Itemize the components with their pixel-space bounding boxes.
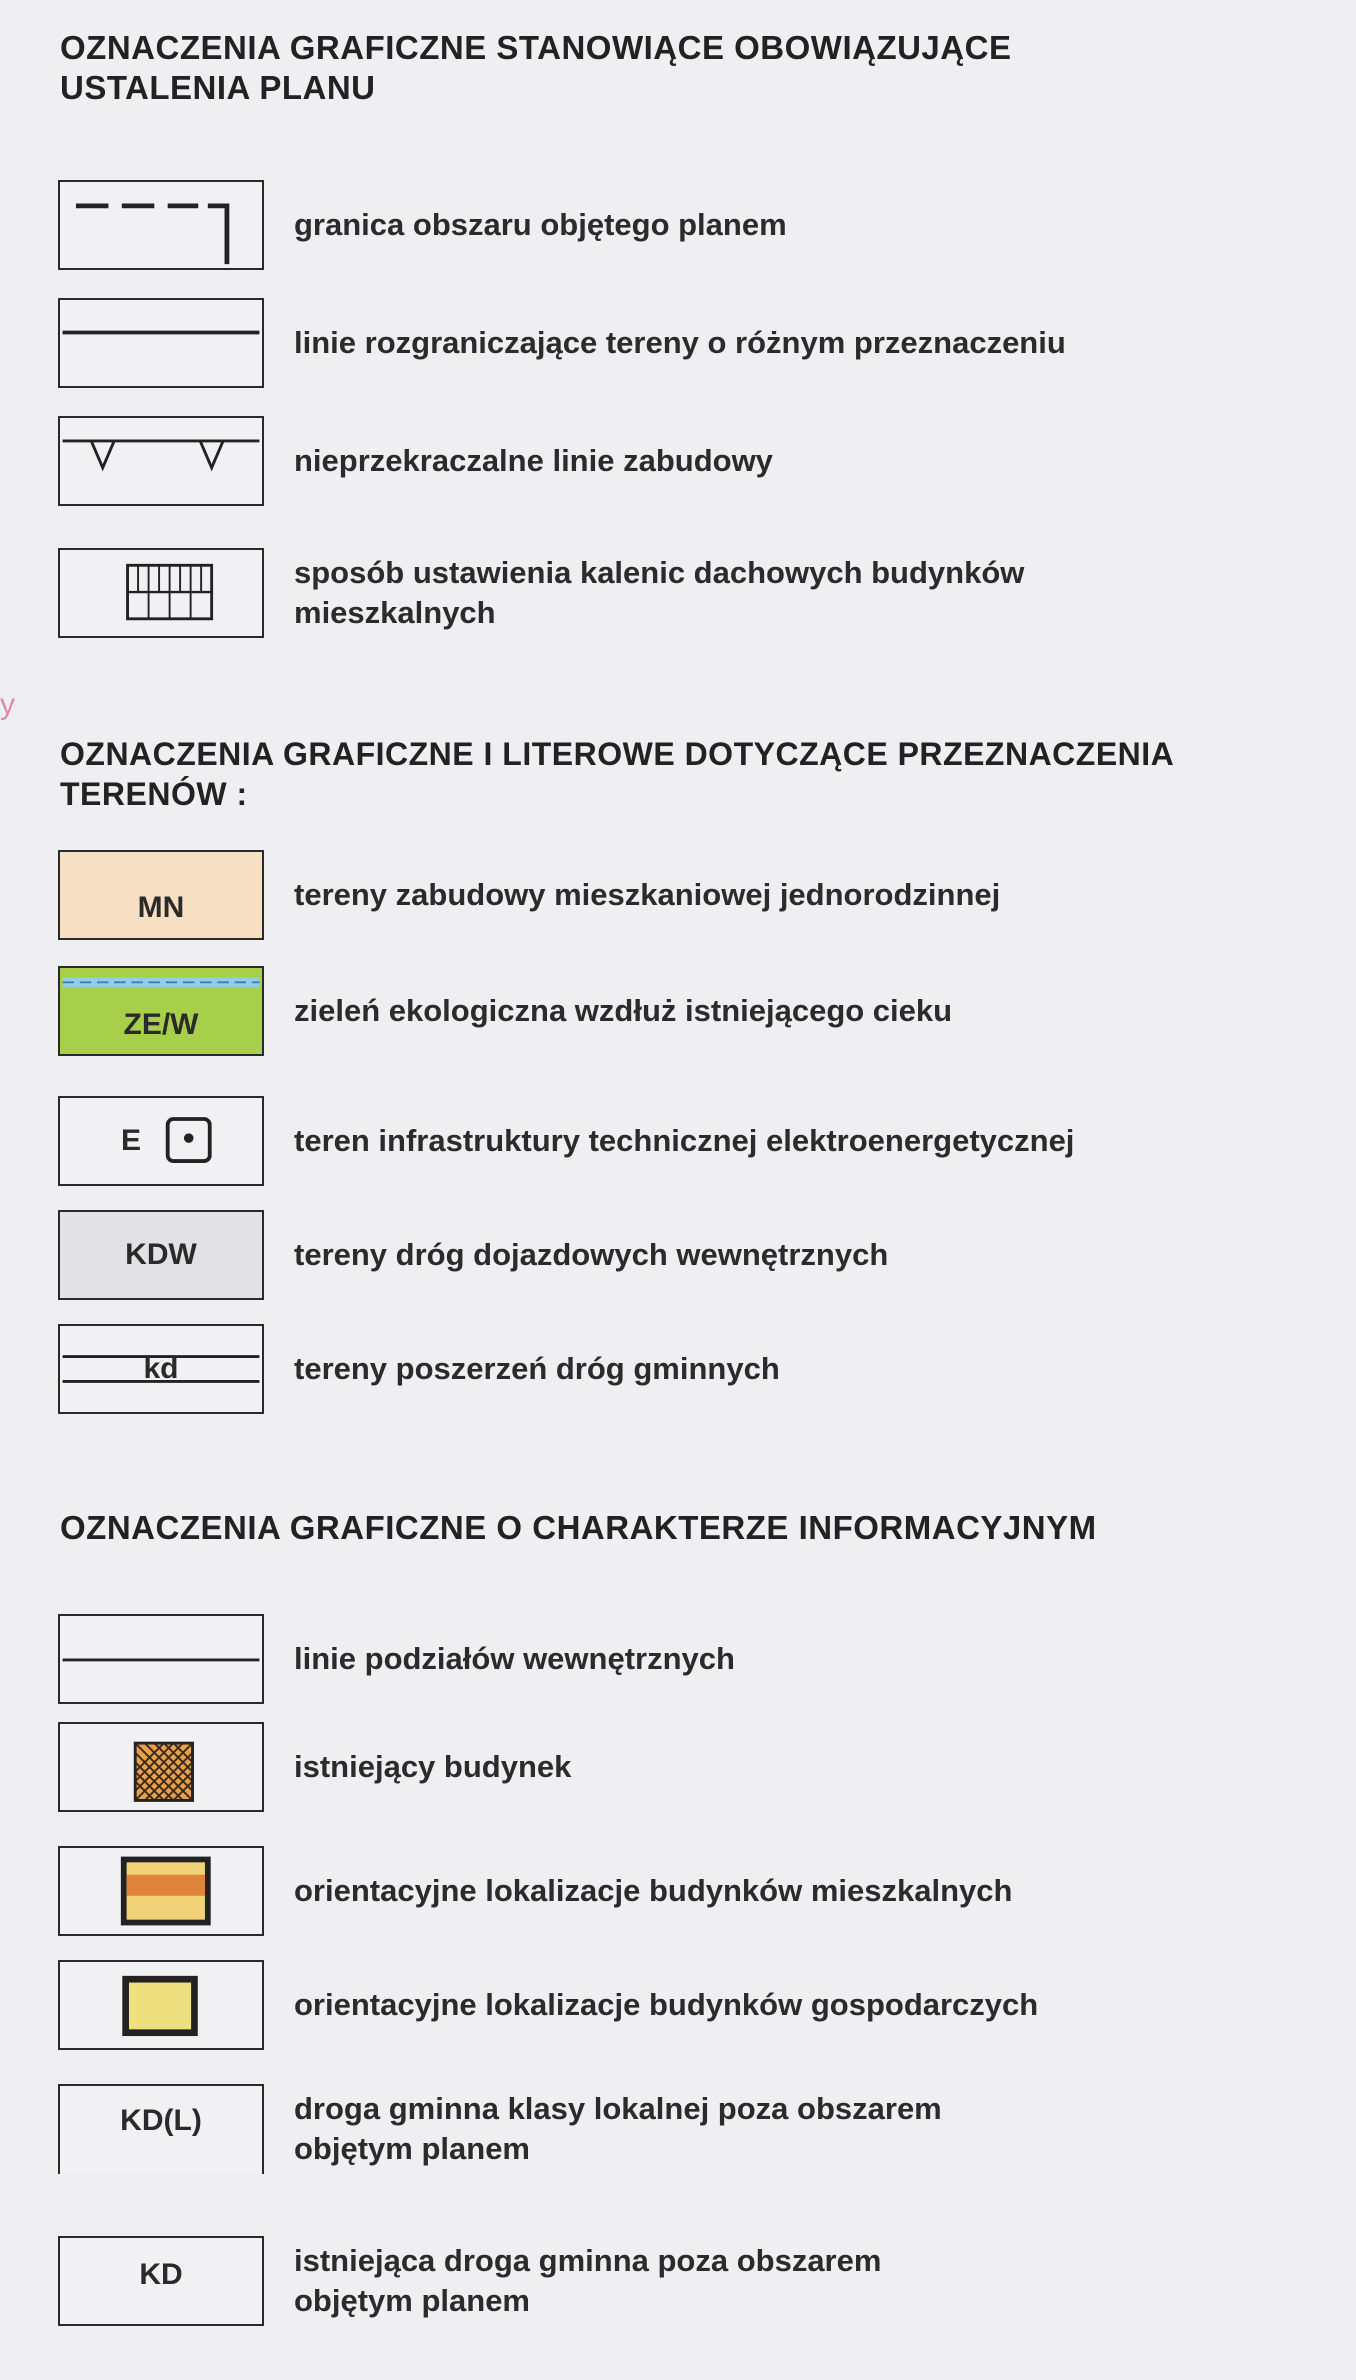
legend-label: orientacyjne lokalizacje budynków gospodarczych (294, 1987, 1039, 2022)
solid-line-icon (60, 300, 262, 386)
legend-label-line: droga gminna klasy lokalnej poza obszarem (294, 2091, 942, 2126)
road-code: KD (139, 2258, 183, 2291)
hatched-building-icon (60, 1724, 262, 1810)
section-heading-line: OZNACZENIA GRAFICZNE I LITEROWE DOTYCZĄCE PRZEZNACZENIA (60, 736, 1175, 772)
legend-item-kdw (58, 1210, 1258, 1306)
legend-label-line: sposób ustawienia kalenic dachowych budynków (294, 555, 1025, 590)
legend-item-roof-ridge (58, 548, 1258, 644)
legend-label: orientacyjne lokalizacje budynków mieszkalnych (294, 1873, 1013, 1908)
legend-item-kd-existing (58, 2236, 1258, 2332)
legend-item-kd-widening (58, 1324, 1258, 1420)
plan-boundary-line-icon (60, 182, 262, 268)
building-line-symbol (58, 416, 264, 506)
road-code: KD(L) (120, 2104, 202, 2137)
existing-building-symbol (58, 1722, 264, 1812)
section-heading-line: OZNACZENIA GRAFICZNE O CHARAKTERZE INFORMACYJNYM (60, 1509, 1097, 1546)
legend-item-existing-building (58, 1722, 1258, 1818)
e-zone-symbol (58, 1096, 264, 1186)
stray-pen-mark: y (0, 688, 15, 721)
zone-code: E (120, 1124, 141, 1157)
legend-item-e (58, 1096, 1258, 1192)
kd-widening-symbol (58, 1324, 264, 1414)
roof-ridge-grid-icon (60, 550, 262, 636)
legend-label-line: objętym planem (294, 2131, 530, 2166)
zew-zone-swatch (58, 966, 264, 1056)
legend-item-plan-boundary (58, 180, 1258, 276)
legend-label: linie rozgraniczające tereny o różnym przeznaczeniu (294, 325, 1066, 360)
farm-building-symbol (58, 1960, 264, 2050)
plan-boundary-symbol (58, 180, 264, 270)
legend-label: granica obszaru objętego planem (294, 207, 787, 242)
legend-label-line: istniejąca droga gminna poza obszarem (294, 2243, 882, 2278)
legend-item-mn (58, 850, 1258, 946)
legend-item-kdl (58, 2084, 1258, 2180)
legend-item-residential-building (58, 1846, 1258, 1942)
building-line-triangles-icon (60, 418, 262, 504)
internal-division-symbol (58, 1614, 264, 1704)
legend-item-zew (58, 966, 1258, 1062)
legend-label: tereny dróg dojazdowych wewnętrznych (294, 1237, 889, 1272)
legend-label: teren infrastruktury technicznej elektroenergetycznej (294, 1123, 1075, 1158)
legend-label: istniejący budynek (294, 1749, 572, 1784)
transformer-station-icon (60, 1098, 262, 1184)
legend-label (294, 548, 1254, 638)
zone-code: kd (143, 1352, 179, 1385)
legend-label (294, 2236, 1254, 2326)
section-heading-binding (60, 28, 1011, 108)
kd-road-symbol (58, 2236, 264, 2326)
roof-ridge-symbol (58, 548, 264, 638)
legend-item-farm-building (58, 1960, 1258, 2056)
legend-label (294, 2084, 1254, 2174)
legend-label: linie podziałów wewnętrznych (294, 1641, 735, 1676)
legend-label: tereny poszerzeń dróg gminnych (294, 1351, 780, 1386)
zone-code: MN (137, 891, 185, 924)
legend-label-line: mieszkalnych (294, 595, 496, 630)
section-heading-line: OZNACZENIA GRAFICZNE STANOWIĄCE OBOWIĄZUJĄCE (60, 29, 1012, 66)
legend-item-internal-division (58, 1614, 1258, 1710)
farm-building-icon (60, 1962, 262, 2048)
section-heading-zoning (60, 734, 1174, 814)
zone-code: ZE/W (123, 1008, 199, 1041)
section-heading-line: TERENÓW : (60, 776, 248, 812)
legend-label-line: objętym planem (294, 2283, 530, 2318)
residential-building-icon (60, 1848, 262, 1934)
section-heading-informative (60, 1508, 1097, 1548)
legend-label: nieprzekraczalne linie zabudowy (294, 443, 773, 478)
legend-label: tereny zabudowy mieszkaniowej jednorodzinnej (294, 877, 1001, 912)
section-heading-line: USTALENIA PLANU (60, 69, 376, 106)
legend-item-building-lines (58, 416, 1258, 512)
demarcation-line-symbol (58, 298, 264, 388)
residential-building-symbol (58, 1846, 264, 1936)
thin-line-icon (60, 1616, 262, 1702)
kdl-road-symbol (58, 2084, 264, 2174)
zone-code: KDW (125, 1238, 197, 1271)
kdw-zone-swatch (58, 1210, 264, 1300)
mn-zone-swatch (58, 850, 264, 940)
legend-item-demarcation-lines (58, 298, 1258, 394)
legend-label: zieleń ekologiczna wzdłuż istniejącego cieku (294, 993, 953, 1028)
